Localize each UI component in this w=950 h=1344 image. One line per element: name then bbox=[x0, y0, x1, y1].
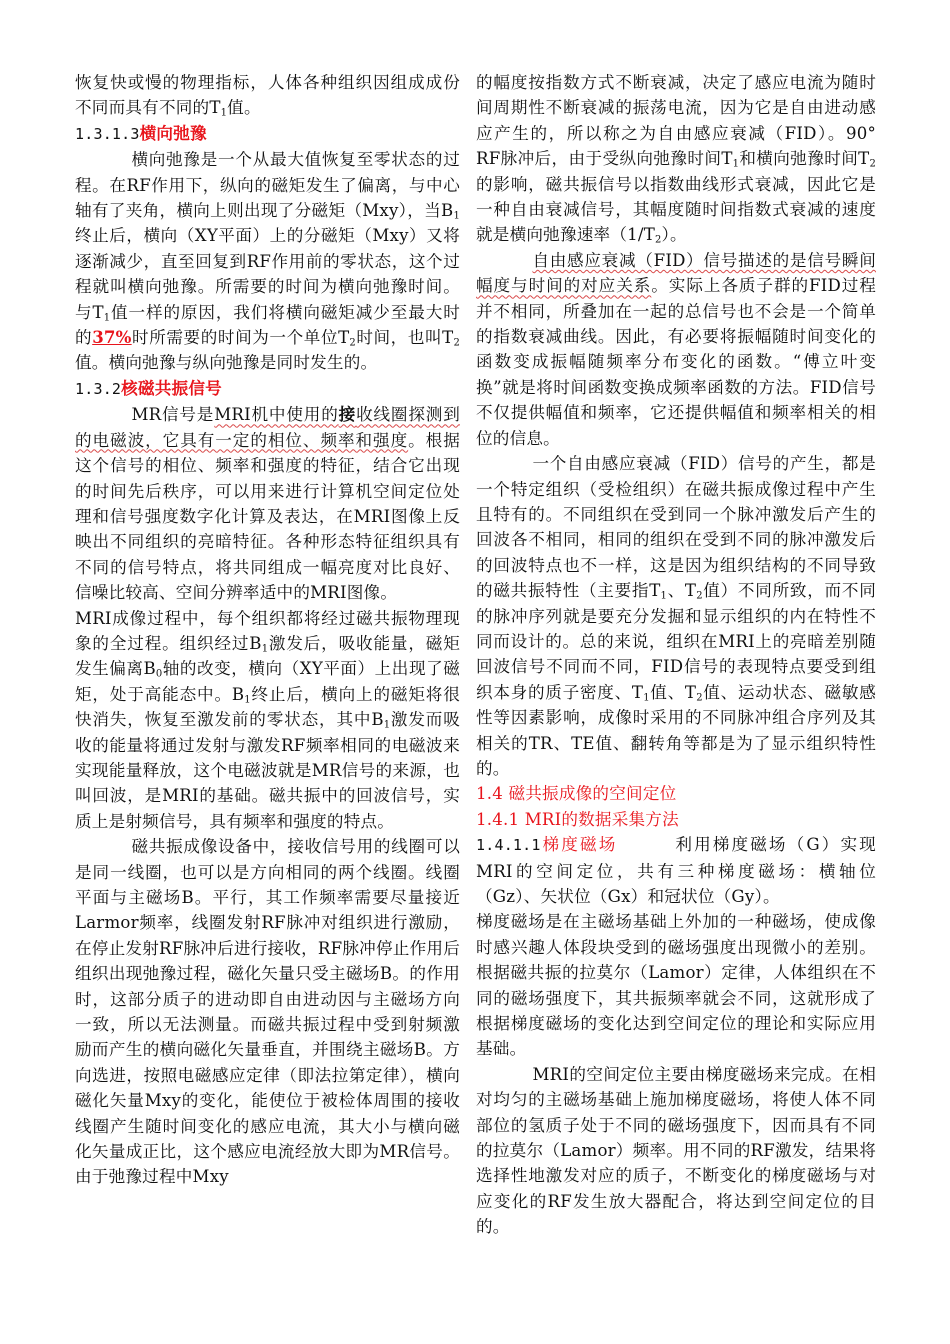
paragraph-receiver-coil: 磁共振成像设备中，接收信号用的线圈可以是同一线圈，也可以是方向相同的两个线圈。线圈平面与主磁场B。平行，其工作频率需要尽量接近Larmor频率，线圈发射RF脉冲对组织进行激励，在停止发射RF脉冲后进行接收，RF脉冲停止作用后组织出现弛豫过程，磁化矢量只受主磁场B。的作用时，这部分质子的进动即自由进动因与主磁场方向一致，所以无法测量。而磁共振过程中受到射频激励而产生的横向磁化矢量垂直，并围绕主磁场B。方向选进，按照电磁感应定律（即法拉第定律），横向磁化矢量Mxy的变化，能使位于被检体周围的接收线圈产生随时间变化的感应电流，其大小与横向磁化矢量成正比，这个感应电流经放大即为MR信号。由于弛豫过程中Mxy bbox=[75, 837, 460, 1187]
paragraph-fid-generation: 一个自由感应衰减（FID）信号的产生，都是一个特定组织（受检组织）在磁共振成像过程中产生且特有的。不同组织在受到同一个脉冲激发后产生的回波各不相同，相同的组织在受到不同的脉冲激发后的回波特点也不一样，这是因为组织结构的不同导致的磁共振特性（主要指$T_1$、$T_2$值）不同所致，而不同的脉冲序列就是要充分发掘和显示组织的内在特性不同而设计的。总的来说，组织在MRI上的亮暗差别随回波信号不同而不同，FID信号的表现特点要受到组织本身的质子密度、$T_1$值、$T_2$值、运动状态、磁敏感性等因素影响，成像时采用的不同脉冲组合序列及其相关的TR、TE值、翻转角等都是为了显示组织特性的。 bbox=[476, 454, 876, 778]
highlight-37-percent: 37% bbox=[92, 327, 132, 348]
spellcheck-underline: 收线圈探测到的电磁波，它具有一定的相位、频率和强度 bbox=[75, 405, 460, 450]
paragraph-transverse-relaxation: 横向弛豫是一个从最大值恢复至零状态的过程。在RF作用下，纵向的磁矩发生了偏离，与中心轴有了夹角，横向上则出现了分磁矩（Mxy），当$B_1$终止后，横向（XY平面）上的分磁矩（Mxy）又将逐渐减少，直至回复到RF作用前的零状态，这个过程就叫横向弛豫。所需要的时间为横向弛豫时间。与$T_1$值一样的原因，我们将横向磁矩减少至最大时的37%时所需要的时间为一个单位$T_2$时间，也叫$T_2$值。横向弛豫与纵向弛豫是同时发生的。 bbox=[75, 150, 461, 373]
paragraph-fid-description: 自由感应衰减（FID）信号描述的是信号瞬间幅度与时间的对应关系。实际上各质子群的FID过程并不相同，所叠加在一起的总信号也不会是一个简单的指数衰减曲线。因此，有必要将振幅随时间变化的函数变成振幅随频率分布变化的函数。“傅立叶变换”就是将时间函数变换成频率函数的方法。FID信号不仅提供幅值和频率，它还提供幅值和频率相关的相位的信息。 bbox=[476, 250, 877, 448]
paragraph-gradient-intro: 1.4.1.1梯度磁场 利用梯度磁场（G）实现MRI的空间定位，共有三种梯度磁场：横轴位（Gz）、矢状位（Gx）和冠状位（Gy）。 bbox=[476, 835, 876, 906]
heading-141: 1.4.1 MRI的数据采集方法 bbox=[476, 809, 679, 829]
paragraph-gradient-field: 梯度磁场是在主磁场基础上外加的一种磁场，使成像时感兴趣人体段块受到的磁场强度出现微小的差别。根据磁共振的拉莫尔（Lamor）定律，人体组织在不同的磁场强度下，其共振频率就会不同，这就形成了根据梯度磁场的变化达到空间定位的理论和实际应用基础。 bbox=[476, 912, 876, 1059]
paragraph-mri-process: MRI成像过程中，每个组织都将经过磁共振物理现象的全过程。组织经过$B_1$激发后，吸收能量，磁矩发生偏离$B_0$轴的改变，横向（XY平面）上出现了磁矩，处于高能态中。$B_1$终止后，横向上的磁矩将很快消失，恢复至激发前的零状态，其中$B_1$激发而吸收的能量将通过发射与激发RF频率相同的电磁波来实现能量释放，这个电磁波就是MR信号的来源，也叫回波，是MRI的基础。磁共振中的回波信号，实质上是射频信号，具有频率和强度的特点。 bbox=[75, 608, 460, 831]
spellcheck-underline: MRI机中使用的 bbox=[214, 405, 339, 425]
heading-number: 1.4.1.1 bbox=[476, 836, 541, 855]
heading-1411-title: 梯度磁场 bbox=[540, 835, 618, 855]
heading-title: 核磁共振信号 bbox=[121, 377, 222, 398]
paragraph-intro: 恢复快或慢的物理指标，人体各种组织因组成成份不同而具有不同的$T_1$值。 bbox=[75, 73, 460, 119]
heading-132 bbox=[75, 376, 460, 402]
heading-1313 bbox=[75, 121, 460, 147]
right-column bbox=[476, 70, 876, 1240]
paragraph-fid-continued: 的幅度按指数方式不断衰减，决定了感应电流为随时间周期性不断衰减的振荡电流，因为它是自由进动感应产生的，所以称之为自由感应衰减（FID）。90° RF脉冲后，由于受纵向弛豫时间$T_1$和横向弛豫时间$T_2$的影响，磁共振信号以指数曲线形式衰减，因此它是一种自由衰减信号，其幅度随时间指数式衰减的速度就是横向弛豫速率$(1/T_2)$。 bbox=[476, 73, 876, 246]
heading-title: 横向弛豫 bbox=[139, 122, 207, 143]
left-column bbox=[75, 70, 460, 1190]
paragraph-spatial-localization: MRI的空间定位主要由梯度磁场来完成。在相对均匀的主磁场基础上施加梯度磁场，将使人体不同部位的氢质子处于不同的磁场强度下，因而具有不同的拉莫尔（Lamor）频率。用不同的RF激发，结果将选择性地激发对应的质子，不断变化的梯度磁场与对应变化的RF发生放大器配合，将达到空间定位的目的。 bbox=[476, 1064, 876, 1237]
spellcheck-underline: 自由感应衰减（FID）信号描述的是信号瞬间幅度与时间的对应关系 bbox=[476, 250, 876, 296]
heading-number: 1.3.1.3 bbox=[75, 124, 140, 143]
paragraph-mr-signal: MR信号是MRI机中使用的接收线圈探测到的电磁波，它具有一定的相位、频率和强度。根据这个信号的相位、频率和强度的特征，结合它出现的时间先后秩序，可以用来进行计算机空间定位处理和信号强度数字化计算及表达，在MRI图像上反映出不同组织的亮暗特征。各种形态特征组织具有不同的信号特点，将共同组成一幅亮度对比良好、信噪比较高、空间分辨率适中的MRI图像。 bbox=[75, 404, 460, 603]
heading-number: 1.3.2 bbox=[75, 379, 122, 398]
heading-14: 1.4 磁共振成像的空间定位 bbox=[476, 784, 677, 804]
